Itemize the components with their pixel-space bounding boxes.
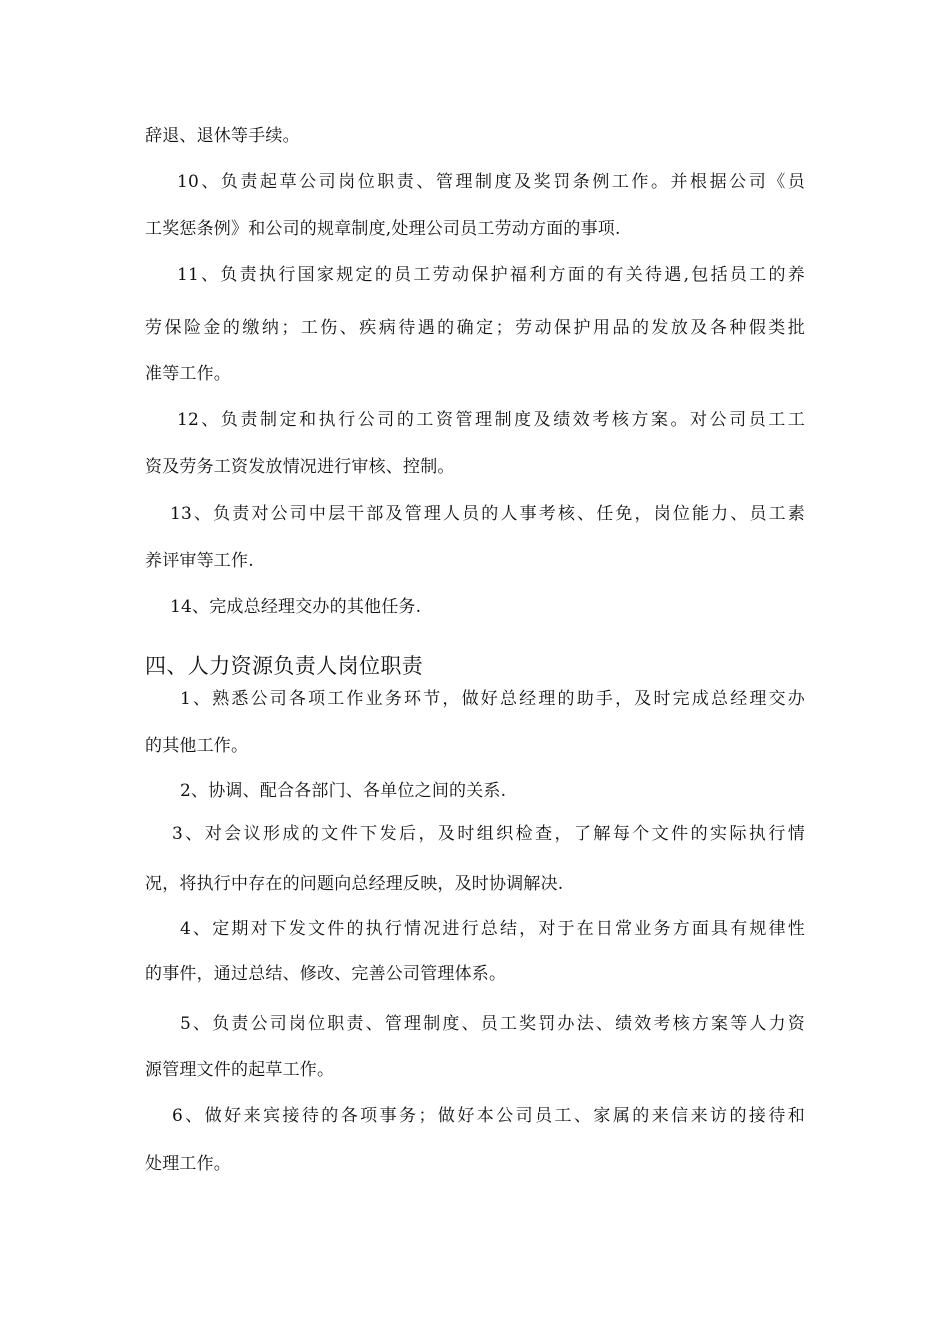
paragraph-line: 2、协调、配合各部门、各单位之间的关系.	[180, 781, 507, 801]
paragraph-line: 准等工作。	[145, 364, 231, 384]
paragraph-line: 源管理文件的起草工作。	[145, 1060, 335, 1080]
paragraph-line: 况，将执行中存在的问题向总经理反映，及时协调解决.	[145, 874, 564, 894]
paragraph-line: 劳保险金的缴纳；工伤、疾病待遇的确定；劳动保护用品的发放及各种假类批	[145, 318, 805, 338]
paragraph-line: 6、做好来宾接待的各项事务；做好本公司员工、家属的来信来访的接待和	[172, 1106, 805, 1126]
paragraph-line: 12、负责制定和执行公司的工资管理制度及绩效考核方案。对公司员工工	[177, 410, 805, 430]
paragraph-line: 5、负责公司岗位职责、管理制度、员工奖罚办法、绩效考核方案等人力资	[180, 1014, 805, 1034]
paragraph-line: 资及劳务工资发放情况进行审核、控制。	[145, 457, 455, 477]
paragraph-line: 辞退、退休等手续。	[145, 126, 300, 146]
paragraph-line: 的其他工作。	[145, 736, 249, 756]
paragraph-line: 4、定期对下发文件的执行情况进行总结，对于在日常业务方面具有规律性	[180, 919, 805, 939]
paragraph-line: 1、熟悉公司各项工作业务环节，做好总经理的助手，及时完成总经理交办	[180, 689, 805, 709]
section-heading: 四、人力资源负责人岗位职责	[145, 654, 424, 678]
paragraph-line: 3、对会议形成的文件下发后，及时组织检查，了解每个文件的实际执行情	[172, 824, 805, 844]
paragraph-line: 处理工作。	[145, 1154, 231, 1174]
paragraph-line: 养评审等工作.	[145, 551, 254, 571]
paragraph-line: 11、负责执行国家规定的员工劳动保护福利方面的有关待遇,包括员工的养	[177, 265, 805, 285]
paragraph-line: 工奖惩条例》和公司的规章制度,处理公司员工劳动方面的事项.	[145, 219, 621, 239]
paragraph-line: 13、负责对公司中层干部及管理人员的人事考核、任免，岗位能力、员工素	[170, 504, 805, 524]
paragraph-line: 10、负责起草公司岗位职责、管理制度及奖罚条例工作。并根据公司《员	[177, 172, 805, 192]
paragraph-line: 14、完成总经理交办的其他任务.	[170, 597, 422, 617]
paragraph-line: 的事件，通过总结、修改、完善公司管理体系。	[145, 964, 507, 984]
